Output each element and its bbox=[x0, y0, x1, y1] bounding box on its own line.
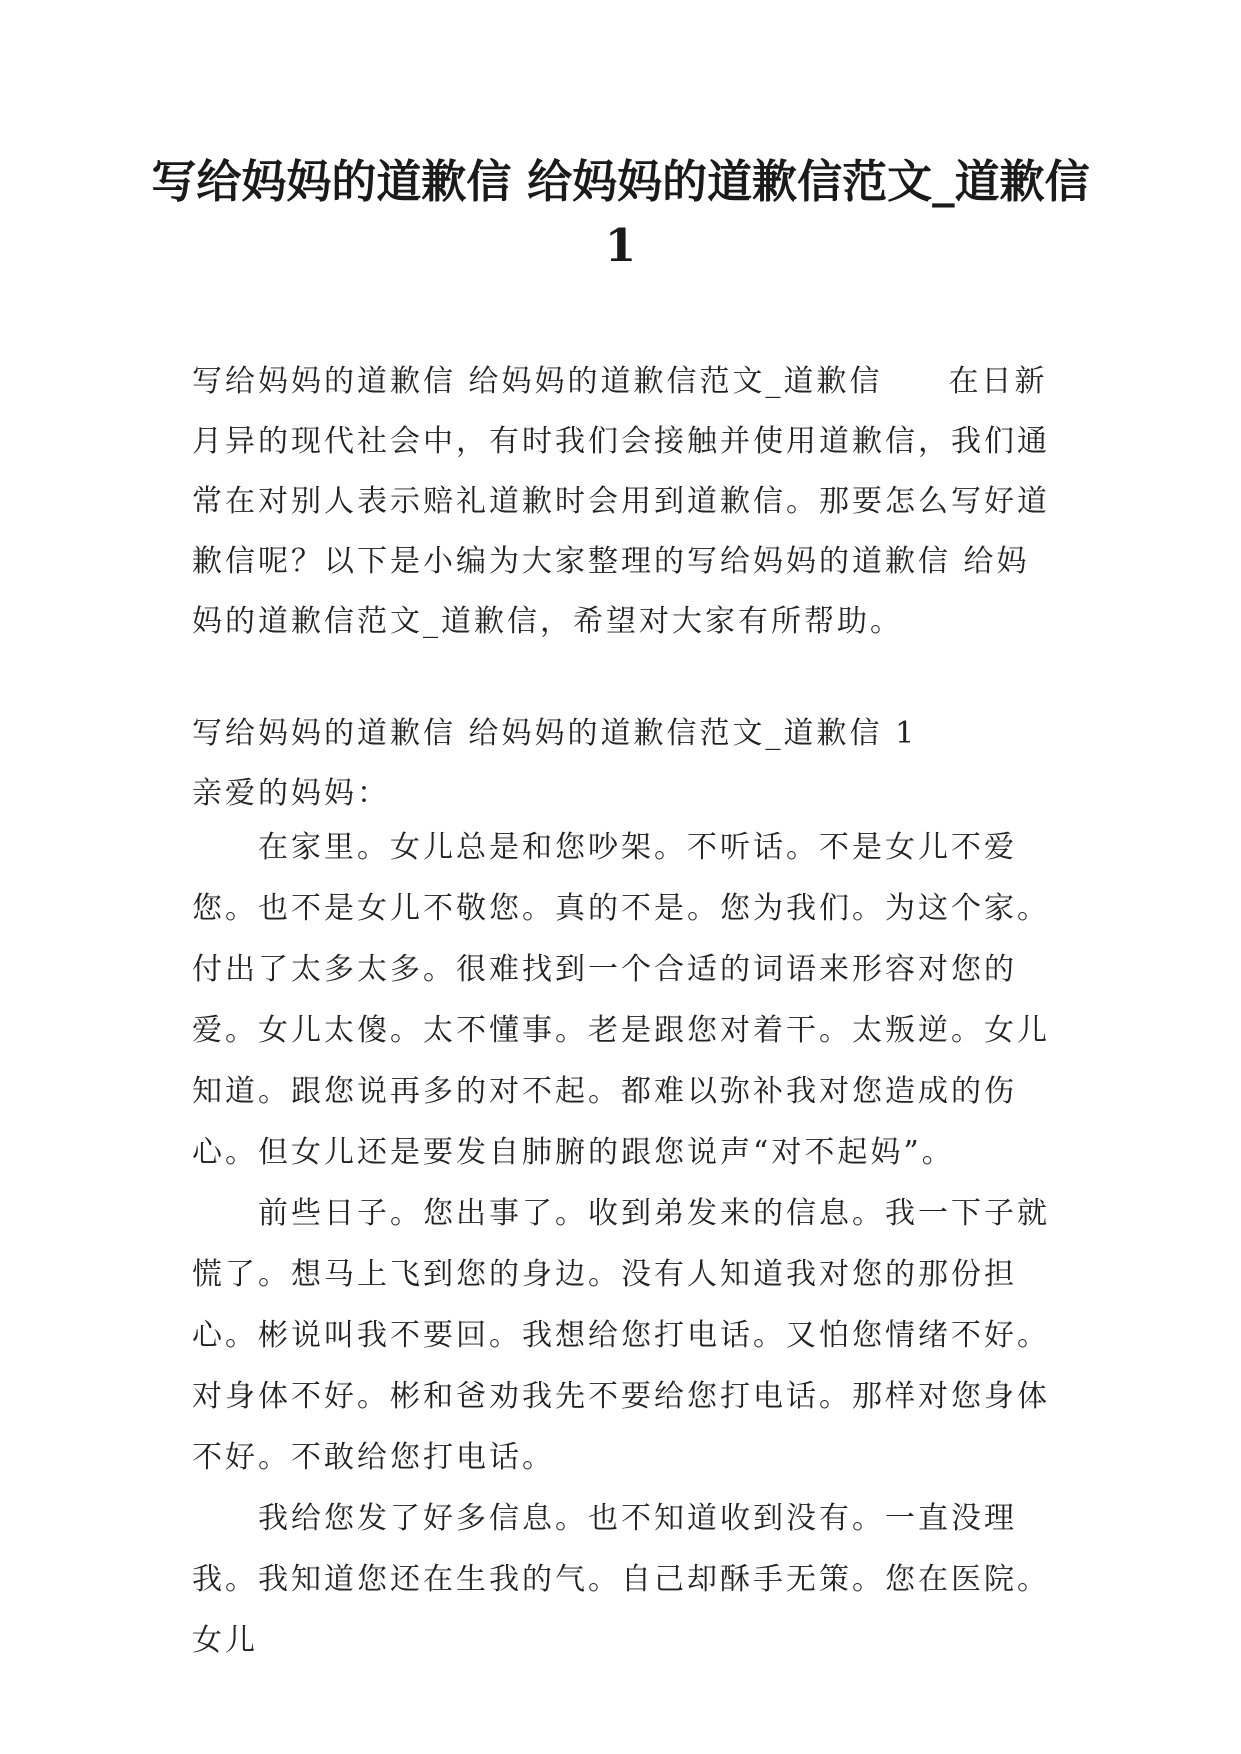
letter-paragraph: 在家里。女儿总是和您吵架。不听话。不是女儿不爱您。也不是女儿不敬您。真的不是。您为我们。为这个家。付出了太多太多。很难找到一个合适的词语来形容对您的爱。女儿太傻。太不懂事。老是跟您对着干。太叛逆。女儿知道。跟您说再多的对不起。都难以弥补我对您造成的伤心。但女儿还是要发自肺腑的跟您说声“对不起妈”。 bbox=[192, 830, 1050, 1170]
intro-paragraph: 写给妈妈的道歉信 给妈妈的道歉信范文_道歉信 在日新月异的现代社会中，有时我们会接触并使用道歉信，我们通常在对别人表示赔礼道歉时会用到道歉信。那要怎么写好道歉信呢？以下是小编为大家整理的写给妈妈的道歉信 给妈妈的道歉信范文_道歉信，希望对大家有所帮助。 bbox=[192, 364, 1050, 639]
letter-body bbox=[192, 817, 1054, 1671]
salutation: 亲爱的妈妈： bbox=[192, 776, 390, 811]
section-heading: 写给妈妈的道歉信 给妈妈的道歉信范文_道歉信 1 bbox=[192, 716, 918, 751]
document-title: 写给妈妈的道歉信 给妈妈的道歉信范文_道歉信 1 bbox=[151, 155, 1090, 272]
letter-paragraph: 前些日子。您出事了。收到弟发来的信息。我一下子就慌了。想马上飞到您的身边。没有人知道我对您的那份担心。彬说叫我不要回。我想给您打电话。又怕您情绪不好。对身体不好。彬和爸劝我先不要给您打电话。那样对您身体不好。不敢给您打电话。 bbox=[192, 1196, 1050, 1475]
letter-paragraph: 我给您发了好多信息。也不知道收到没有。一直没理我。我知道您还在生我的气。自己却酥手无策。您在医院。女儿 bbox=[192, 1501, 1050, 1658]
